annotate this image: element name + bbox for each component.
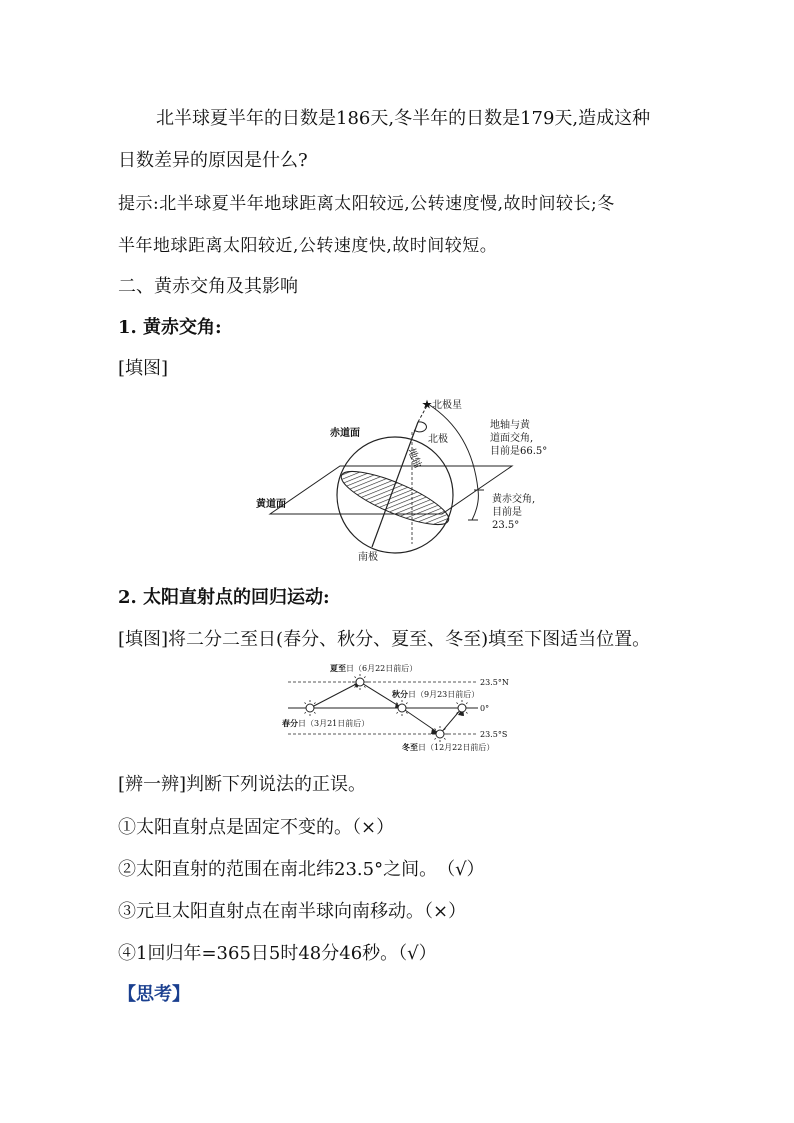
axis-angle-label-3: 目前是66.5°: [490, 446, 548, 457]
subsection-title-obliquity: 1. 黄赤交角:: [118, 317, 222, 338]
think-title: 【思考】: [118, 984, 190, 1005]
equator-plane-label: 赤道面: [330, 428, 360, 439]
obliquity-diagram: [250, 392, 550, 567]
fill-instruction: [填图]将二分二至日(春分、秋分、夏至、冬至)填至下图适当位置。: [118, 629, 651, 650]
obliquity-label-1: 黄赤交角,: [492, 494, 536, 505]
axis-angle-label-2: 道面交角,: [490, 433, 534, 444]
autumn-equinox-label: 秋分日（9月23日前后）: [392, 689, 480, 699]
obliquity-label-2: 目前是: [492, 507, 522, 518]
spring-equinox-label: 春分日（3月21日前后）: [282, 718, 370, 728]
subsection-title-migration: 2. 太阳直射点的回归运动:: [118, 587, 330, 608]
latitude-zero-label: 0°: [480, 704, 490, 713]
ecliptic-plane-label: 黄道面: [256, 499, 286, 510]
obliquity-label-3: 23.5°: [492, 520, 520, 531]
north-pole-label: 北极: [428, 434, 448, 445]
fill-label: [填图]: [118, 358, 169, 379]
judge-item-3: ③元旦太阳直射点在南半球向南移动。（×）: [118, 901, 467, 922]
summer-solstice-label: 夏至日（6月22日前后）: [330, 663, 418, 673]
hint-line-1: 提示:北半球夏半年地球距离太阳较远,公转速度慢,故时间较长;冬: [118, 194, 615, 214]
question-line-2: 日数差异的原因是什么?: [118, 150, 308, 171]
judge-item-4: ④1回归年=365日5时48分46秒。（√）: [118, 943, 437, 964]
section-title: 二、黄赤交角及其影响: [118, 276, 298, 297]
axis-angle-label-1: 地轴与黄: [490, 420, 530, 431]
latitude-south-label: 23.5°S: [480, 730, 508, 739]
judge-title: [辨一辨]判断下列说法的正误。: [118, 774, 367, 795]
axis-label: 地轴: [405, 447, 423, 470]
subsolar-migration-diagram: [280, 660, 520, 756]
judge-item-2: ②太阳直射的范围在南北纬23.5°之间。 （√）: [118, 859, 485, 880]
question-line-1: 北半球夏半年的日数是186天,冬半年的日数是179天,造成这种: [156, 108, 651, 129]
equator-plane-shape: [336, 462, 455, 535]
polaris-label: ★北极星: [422, 400, 462, 411]
winter-solstice-label: 冬至日（12月22日前后）: [402, 742, 495, 752]
judge-item-1: ①太阳直射点是固定不变的。（×）: [118, 817, 395, 838]
hint-line-2: 半年地球距离太阳较近,公转速度快,故时间较短。: [118, 236, 498, 256]
south-pole-label: 南极: [358, 552, 378, 563]
latitude-north-label: 23.5°N: [480, 678, 509, 687]
